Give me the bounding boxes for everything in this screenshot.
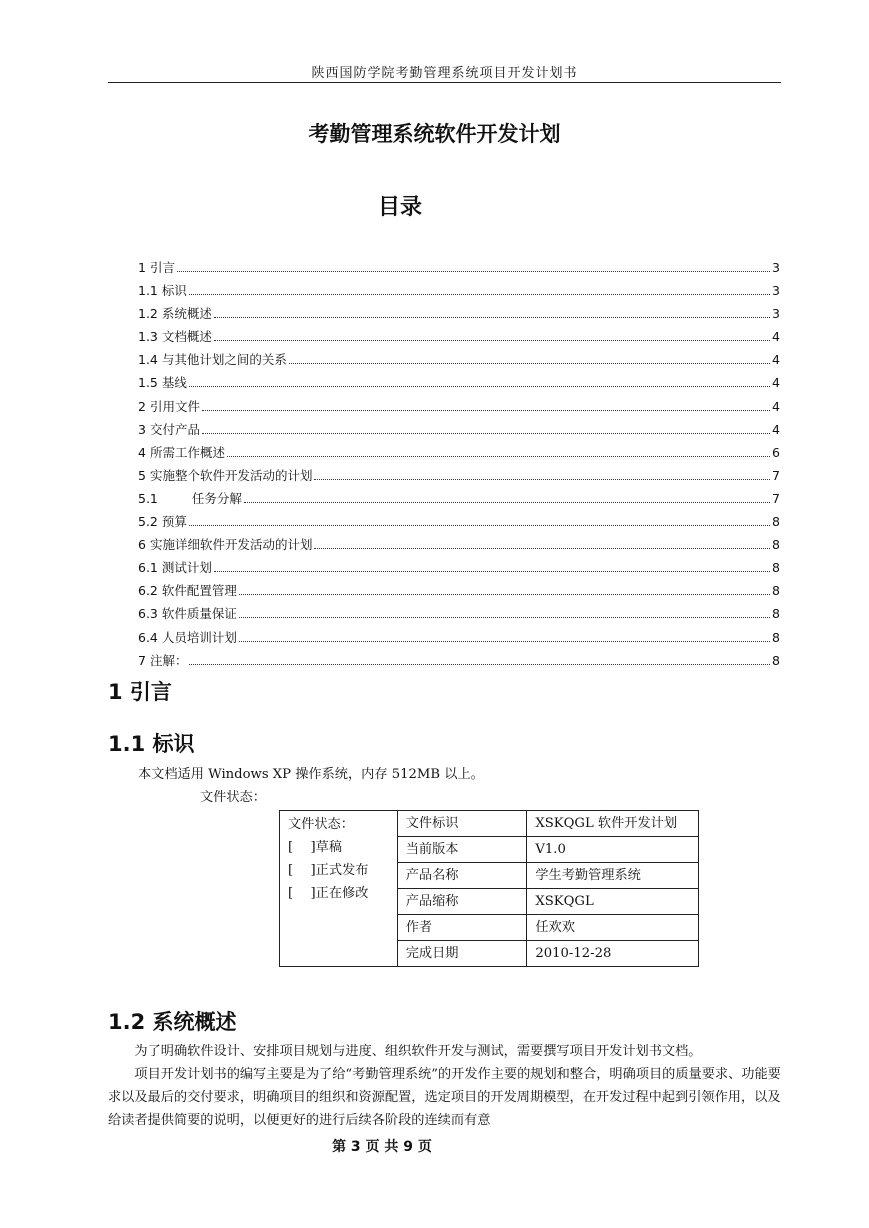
toc-number: 6 [138,537,146,553]
toc-entry[interactable] [138,256,780,279]
table-value: 2010-12-28 [527,941,699,967]
toc-label: 文档概述 [161,329,212,345]
toc-entry[interactable] [138,371,780,394]
toc-entry[interactable] [138,464,780,487]
toc-entry[interactable] [138,348,780,371]
toc-label: 与其他计划之间的关系 [161,352,287,368]
toc-entry[interactable] [138,441,780,464]
toc-leader [214,340,770,341]
table-value: 学生考勤管理系统 [527,863,699,889]
toc-number: 6.3 [138,606,158,622]
header-rule [108,82,781,83]
toc-number: 6.4 [138,629,158,645]
toc-number: 5.2 [138,514,158,530]
toc-page: 4 [772,329,780,345]
toc-label: 任务分解 [191,490,242,506]
paragraph-system-overview-1: 为了明确软件设计、安排项目规划与进度、组织软件开发与测试，需要撰写项目开发计划书文档。 [134,1044,702,1059]
toc-page: 3 [772,306,780,322]
table-of-contents [138,256,780,672]
toc-page: 8 [772,583,780,599]
page-header: 陕西国防学院考勤管理系统项目开发计划书 [311,66,578,81]
toc-leader [189,664,770,665]
toc-leader [202,433,770,434]
toc-number: 1.3 [138,329,158,345]
status-option-released[interactable]: [ ]正式发布 [288,863,369,878]
toc-number: 1.4 [138,352,158,368]
toc-number: 1.5 [138,375,158,391]
toc-page: 4 [772,421,780,437]
toc-entry[interactable] [138,649,780,672]
toc-page: 8 [772,629,780,645]
toc-number: 1.2 [138,306,158,322]
toc-label: 所需工作概述 [149,444,225,460]
toc-entry[interactable] [138,279,780,302]
toc-leader [214,571,770,572]
toc-entry[interactable] [138,395,780,418]
toc-label: 软件配置管理 [161,583,237,599]
toc-page: 3 [772,260,780,275]
section-heading-1: 1 引言 [108,680,172,704]
toc-entry[interactable] [138,626,780,649]
toc-label: 引言 [149,260,175,275]
toc-entry[interactable] [138,325,780,348]
section-heading-1-2: 1.2 系统概述 [108,1010,237,1034]
status-label: 文件状态： [288,817,354,832]
paragraph-identification: 本文档适用 Windows XP 操作系统，内存 512MB 以上。 [138,767,484,782]
table-key: 产品名称 [397,863,527,889]
status-caption: 文件状态： [200,790,266,805]
table-value: V1.0 [527,837,699,863]
table-key: 当前版本 [397,837,527,863]
toc-entry[interactable] [138,510,780,533]
toc-number: 2 [138,398,146,414]
toc-leader [189,294,770,295]
toc-leader [189,386,770,387]
toc-leader [239,641,770,642]
toc-page: 8 [772,606,780,622]
toc-label: 预算 [161,514,187,530]
toc-number: 3 [138,421,146,437]
toc-leader [189,525,770,526]
toc-page: 4 [772,375,780,391]
toc-entry[interactable] [138,487,780,510]
toc-page: 8 [772,652,780,668]
toc-label: 软件质量保证 [161,606,237,622]
toc-label: 引用文件 [149,398,200,414]
toc-page: 4 [772,352,780,368]
toc-label: 实施详细软件开发活动的计划 [149,537,313,553]
toc-leader [227,456,770,457]
toc-leader [244,502,770,503]
toc-page: 4 [772,398,780,414]
toc-leader [289,363,770,364]
status-option-draft[interactable]: [ ]草稿 [288,840,343,855]
table-key: 文件标识 [397,811,527,837]
table-key: 完成日期 [397,941,527,967]
toc-title: 目录 [377,195,422,220]
toc-page: 7 [772,490,780,506]
toc-number: 6.2 [138,583,158,599]
toc-page: 8 [772,537,780,553]
toc-number: 5.1 [138,490,158,506]
table-key: 作者 [397,915,527,941]
toc-label: 人员培训计划 [161,629,237,645]
toc-label: 测试计划 [161,560,212,576]
toc-number: 6.1 [138,560,158,576]
toc-label: 基线 [161,375,187,391]
toc-page: 6 [772,444,780,460]
toc-label: 注解： [149,652,188,668]
toc-page: 8 [772,560,780,576]
toc-page: 3 [772,283,780,299]
toc-entry[interactable] [138,302,780,325]
toc-number: 1.1 [138,283,158,299]
toc-leader [239,594,770,595]
toc-label: 系统概述 [161,306,212,322]
table-key: 产品缩称 [397,889,527,915]
toc-entry[interactable] [138,556,780,579]
toc-entry[interactable] [138,533,780,556]
toc-leader [202,410,770,411]
section-heading-1-1: 1.1 标识 [108,732,195,756]
status-option-modifying[interactable]: [ ]正在修改 [288,886,369,901]
toc-leader [214,317,770,318]
table-value: 任欢欢 [527,915,699,941]
toc-page: 7 [772,467,780,483]
toc-number: 7 [138,652,146,668]
toc-entry[interactable] [138,602,780,625]
table-value: XSKQGL 软件开发计划 [527,811,699,837]
toc-leader [314,548,770,549]
paragraph-system-overview-2: 项目开发计划书的编写主要是为了给“考勤管理系统”的开发作主要的规划和整合，明确项目的质量要求、功能要求以及最后的交付要求，明确项目的组织和资源配置，选定项目的开发周期模型，在开发过程中起到引领作用，以及给读者提供简要的说明，以便更好的进行后续各阶段的连续而有意 [108,1067,781,1128]
toc-leader [239,617,770,618]
document-title: 考勤管理系统软件开发计划 [308,122,561,146]
toc-label: 标识 [161,283,187,299]
toc-page: 8 [772,514,780,530]
toc-leader [177,271,770,272]
toc-entry[interactable] [138,418,780,441]
toc-entry[interactable] [138,579,780,602]
document-status-table [279,810,699,967]
toc-number: 4 [138,444,146,460]
toc-number: 5 [138,467,146,483]
table-value: XSKQGL [527,889,699,915]
toc-number: 1 [138,260,146,275]
page-footer: 第 3 页 共 9 页 [332,1139,432,1155]
status-cell [280,811,398,967]
toc-leader [314,479,770,480]
toc-label: 交付产品 [149,421,200,437]
toc-label: 实施整个软件开发活动的计划 [149,467,313,483]
